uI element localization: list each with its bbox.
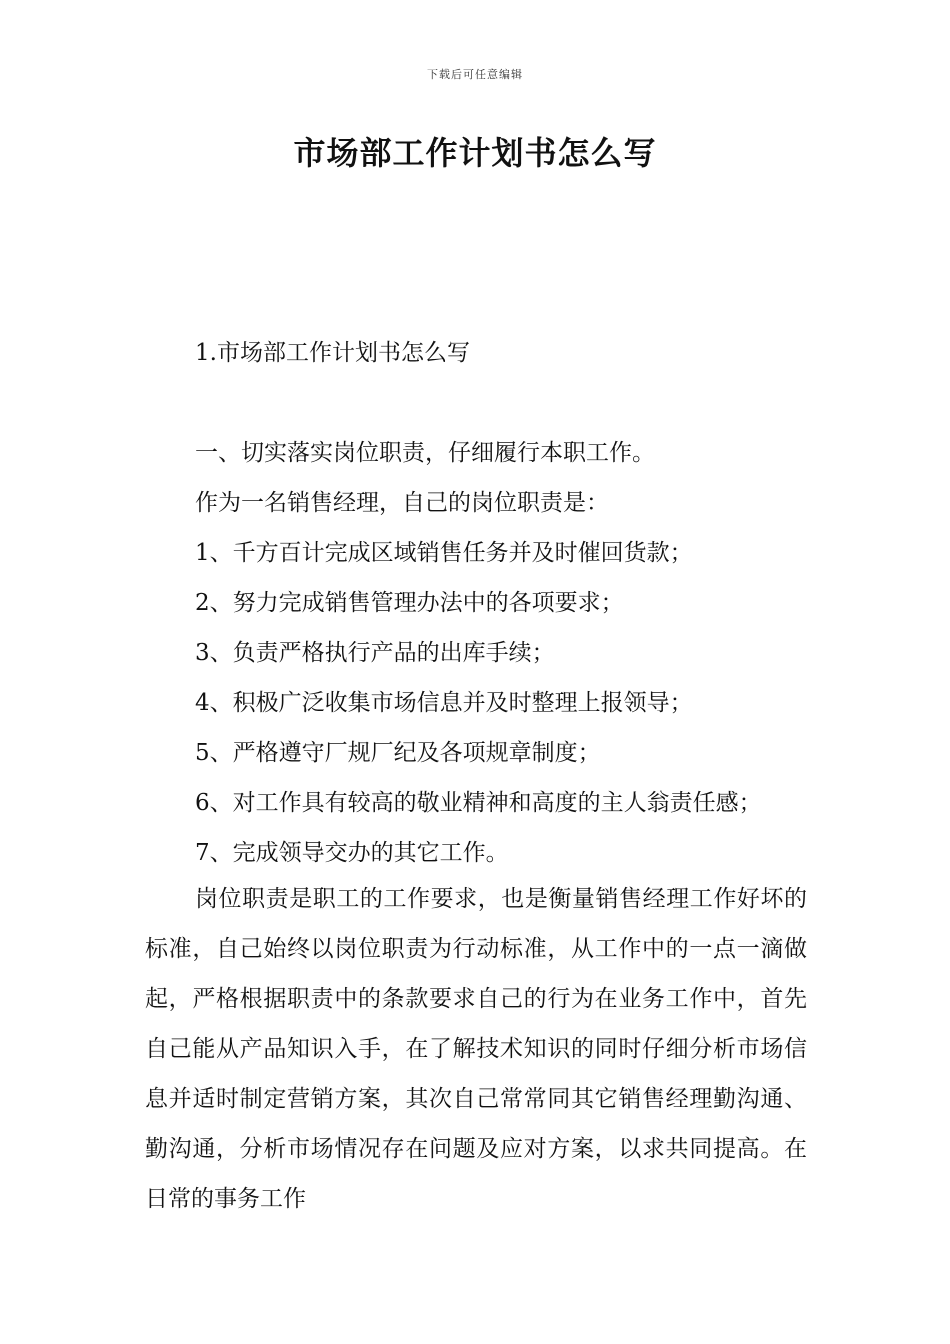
section-heading: 1.市场部工作计划书怎么写 bbox=[195, 340, 470, 366]
duty-item: 7、完成领导交办的其它工作。 bbox=[195, 840, 509, 866]
duty-item: 3、负责严格执行产品的出库手续； bbox=[195, 640, 555, 666]
duty-item: 5、严格遵守厂规厂纪及各项规章制度； bbox=[195, 740, 601, 766]
document-title: 市场部工作计划书怎么写 bbox=[293, 134, 657, 172]
duties-intro: 作为一名销售经理，自己的岗位职责是： bbox=[195, 490, 609, 516]
subheading: 一、切实落实岗位职责，仔细履行本职工作。 bbox=[195, 440, 655, 466]
duty-item: 4、积极广泛收集市场信息并及时整理上报领导； bbox=[195, 690, 693, 716]
body-paragraph: 岗位职责是职工的工作要求，也是衡量销售经理工作好坏的标准，自己始终以岗位职责为行动标准，从工作中的一点一滴做起，严格根据职责中的条款要求自己的行为在业务工作中，首先自己能从产品知识入手，在了解技术知识的同时仔细分析市场信息并适时制定营销方案，其次自己常常同其它销售经理勤沟通、勤沟通，分析市场情况存在问题及应对方案，以求共同提高。在日常的事务工作 bbox=[145, 886, 807, 1212]
duty-item: 2、努力完成销售管理办法中的各项要求； bbox=[195, 590, 624, 616]
duty-item: 1、千方百计完成区域销售任务并及时催回货款； bbox=[195, 540, 693, 566]
header-note: 下载后可任意编辑 bbox=[427, 68, 523, 81]
duty-item: 6、对工作具有较高的敬业精神和高度的主人翁责任感； bbox=[195, 790, 762, 816]
